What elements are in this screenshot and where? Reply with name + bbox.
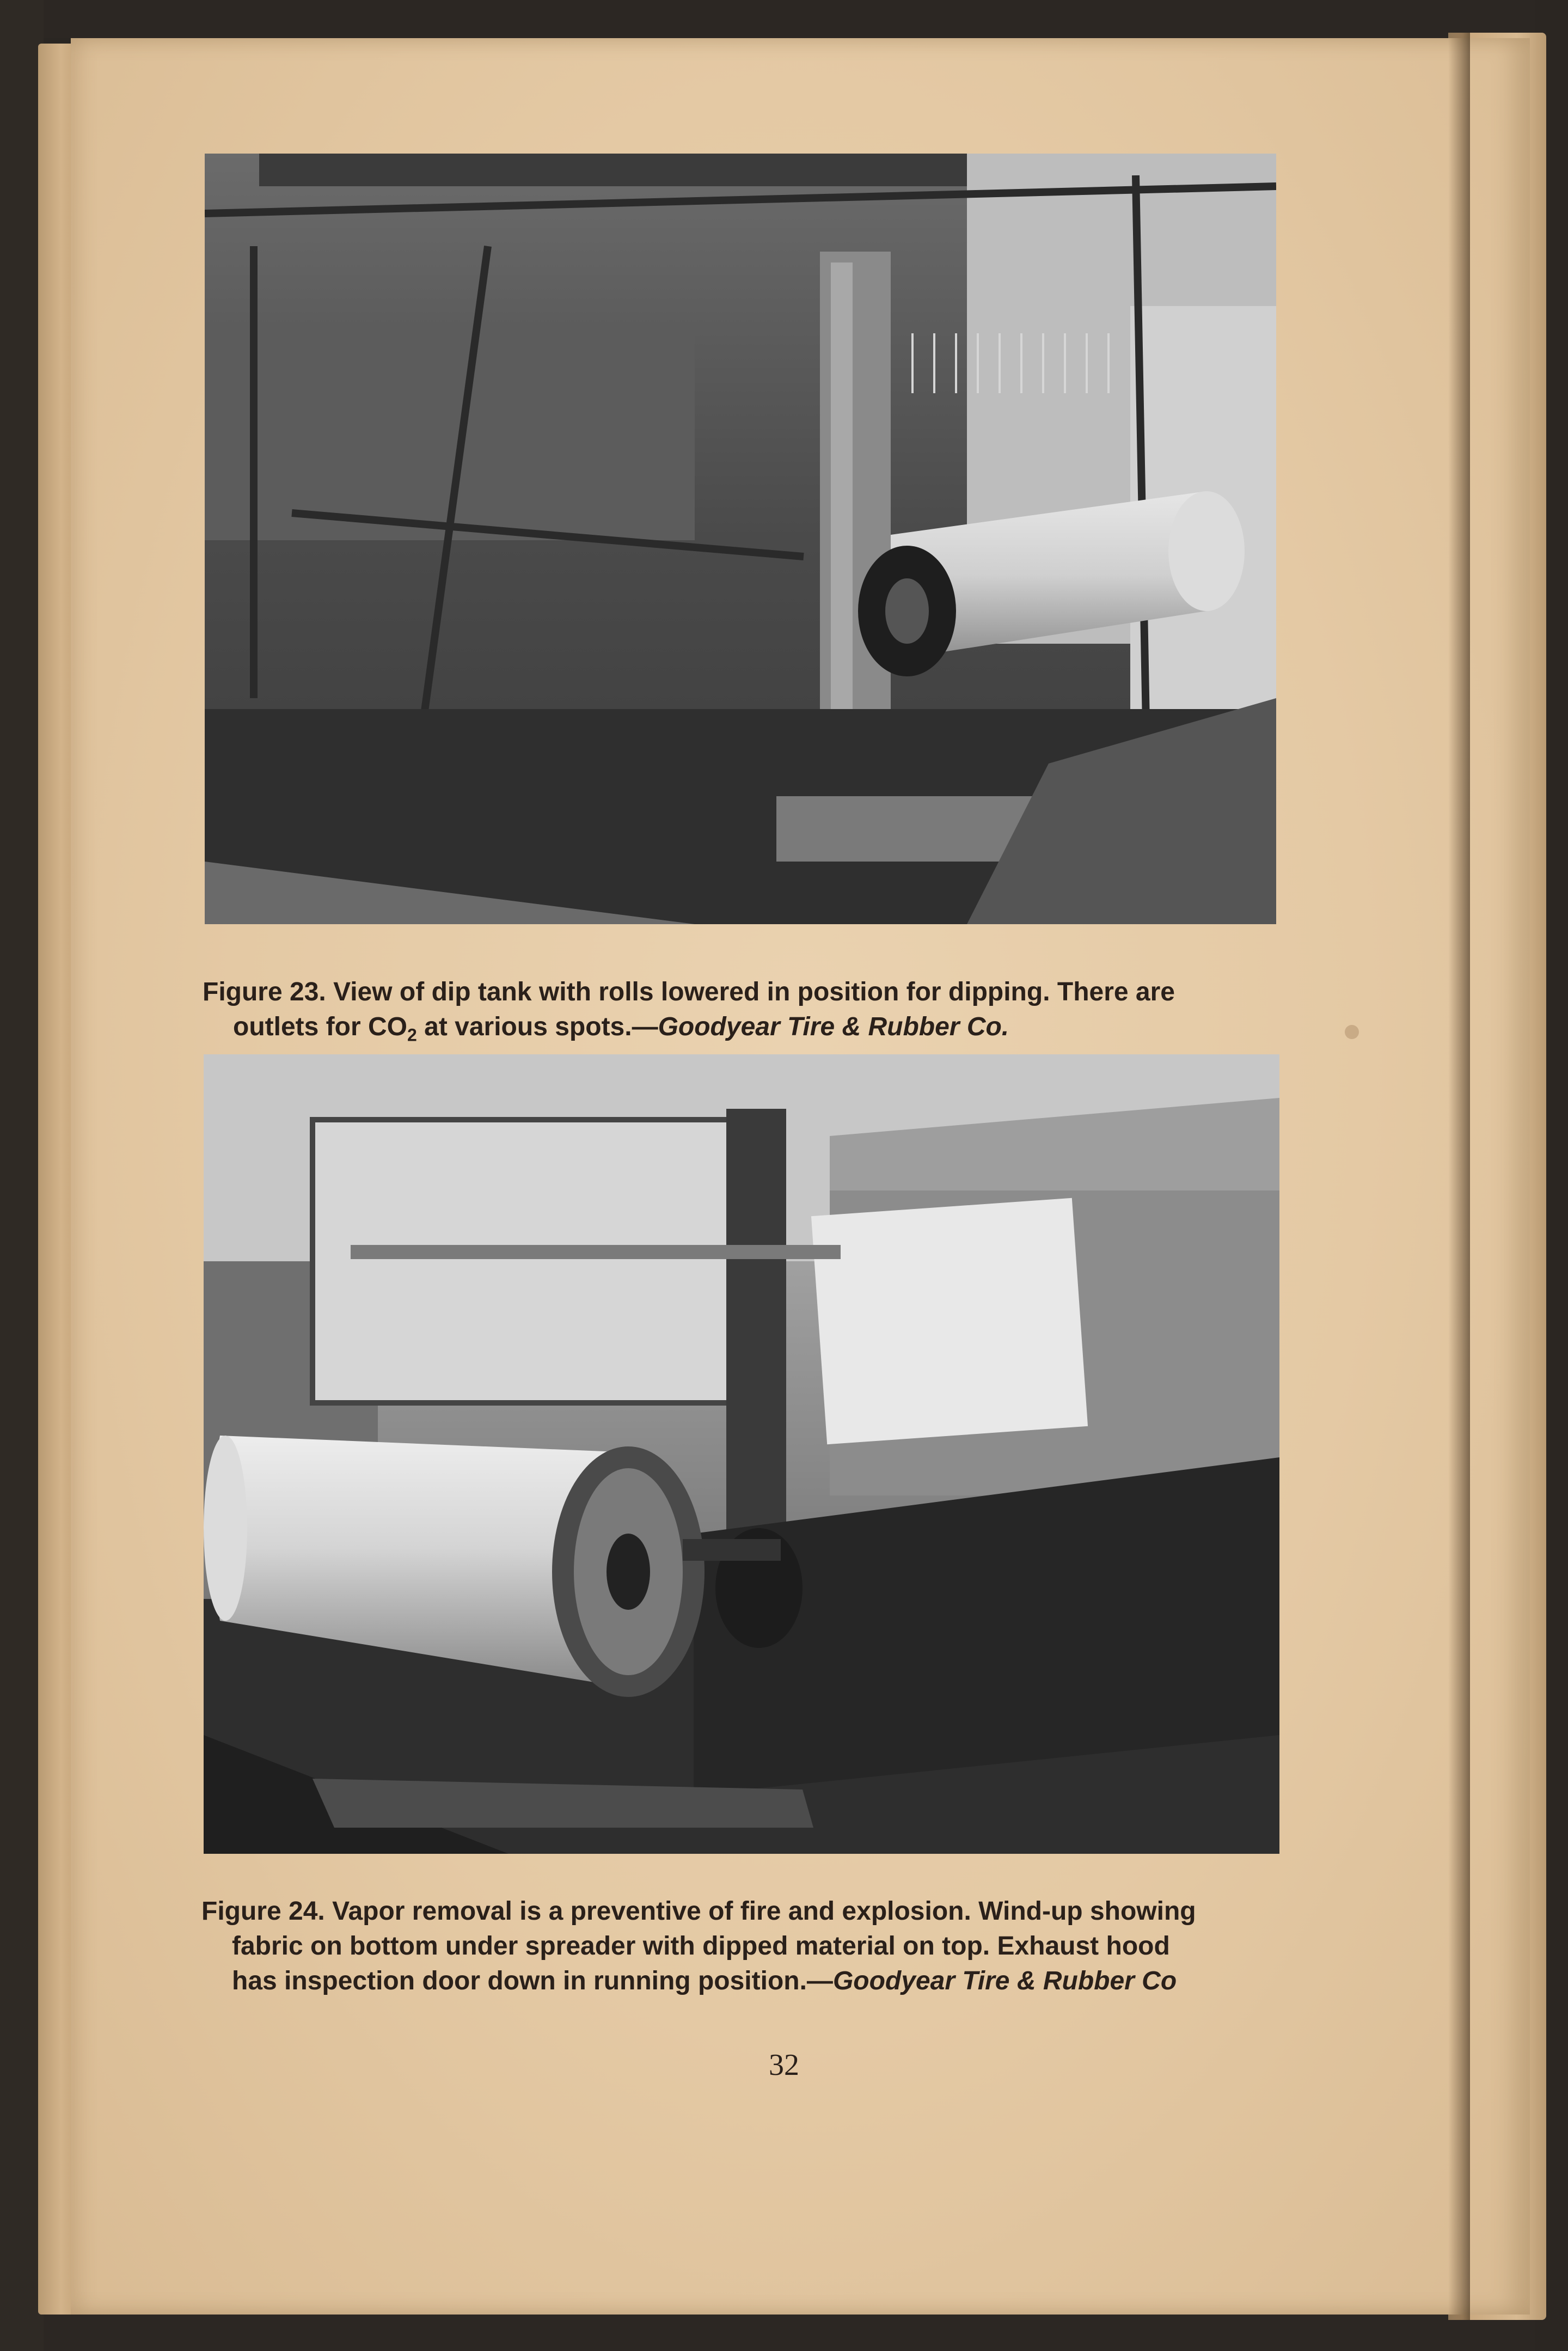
figure-23-caption [203,975,1291,1053]
caption-line [203,975,1291,1010]
caption-text: Figure 24. Vapor removal is a preventive of fire and explosion. [201,1897,971,1926]
chemical-subscript: 2 [407,1025,417,1045]
page-number: 32 [769,2048,799,2082]
caption-text: at various spots.— [416,1012,658,1041]
caption-text: outlets for CO [233,1012,407,1041]
caption-line [201,1894,1296,1929]
wind-up-roll-photo-icon [204,1054,1279,1854]
paper-stain [1345,1025,1359,1039]
caption-line [203,1010,1291,1053]
caption-text: Wind-up showing [978,1897,1196,1926]
caption-line [201,1929,1296,1964]
caption-text: fabric on bottom under spreader with dipped material on top. [232,1932,990,1961]
caption-line [201,1964,1296,1999]
photo-credit: Goodyear Tire & Rubber Co. [658,1012,1009,1041]
caption-text: There are [1057,978,1175,1006]
figure-24-caption [201,1894,1296,1999]
spine-shadow [1448,33,1470,2320]
caption-text: Exhaust hood [997,1932,1170,1961]
figure-24-photo [204,1054,1279,1854]
dip-tank-photo-icon [205,154,1276,924]
caption-text: has inspection door down in running position.— [232,1967,833,1995]
photo-credit: Goodyear Tire & Rubber Co [832,1967,1177,1995]
figure-23-photo [205,154,1276,924]
caption-text: Figure 23. View of dip tank with rolls lowered in position for dipping. [203,978,1050,1006]
